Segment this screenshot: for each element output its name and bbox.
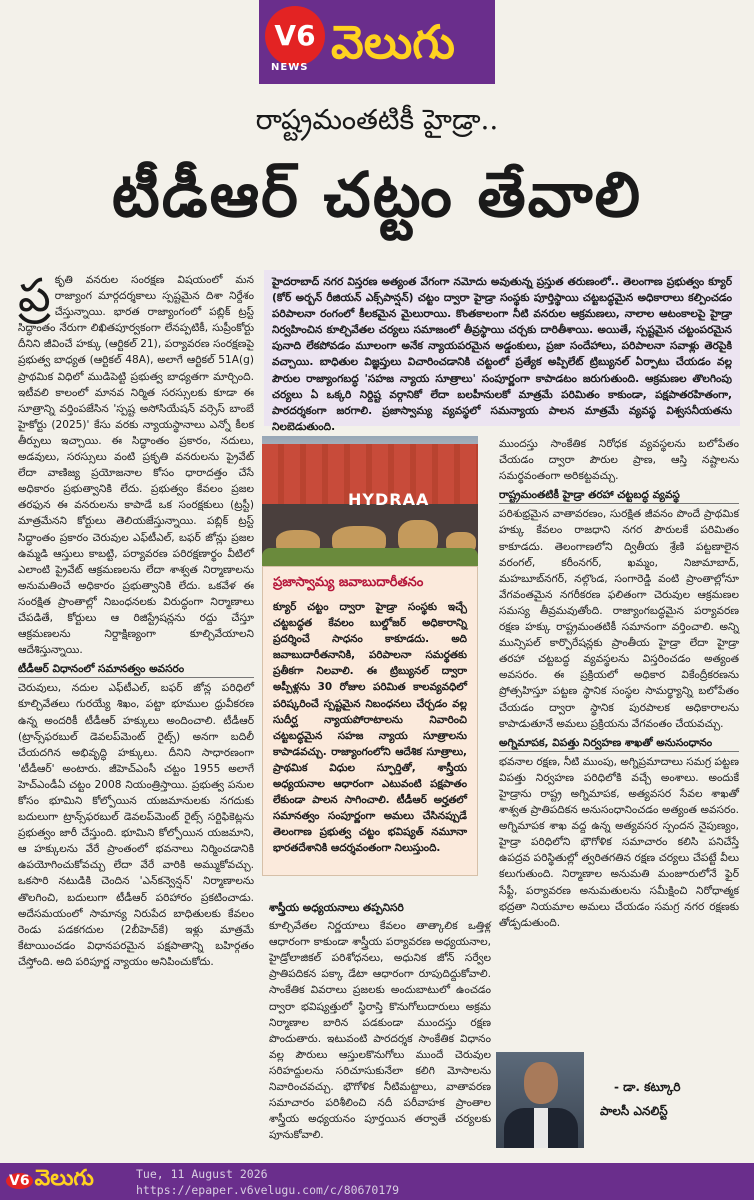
brand-name: వెలుగు bbox=[331, 15, 455, 69]
footer-brand: వెలుగు bbox=[34, 1166, 94, 1191]
photo-sign-text: HYDRAA bbox=[348, 490, 430, 509]
author-photo bbox=[496, 1052, 584, 1148]
footer-logo bbox=[6, 1166, 94, 1196]
author-role: పాలసీ ఎనలిస్ట్ bbox=[600, 1104, 668, 1118]
column-3-intro: ముందస్తు సాంకేతిక నిరోధక వ్యవస్థలను బలోపేతం చేయడం ద్వారా పౌరుల ప్రాణ, ఆస్తి నష్టాలను సమర్థవంతంగా అరికట్టవచ్చు. bbox=[499, 438, 739, 483]
column-3-subhead-1: రాష్ట్రమంతటికీ హైడ్రా తరహా చట్టబద్ధ వ్యవస్థ bbox=[499, 487, 739, 504]
sidebar-title: ప్రజాస్వామ్య జవాబుదారీతనం bbox=[273, 575, 424, 590]
column-1-intro: కృతి వనరుల సంరక్షణ విషయంలో మన రాజ్యాంగ మార్గదర్శకాలు స్పష్టమైన దిశా నిర్దేశం చేస్తున్నాయి. భారత రాజ్యాంగంలో పబ్లిక్ ట్రస్ట్ సిద్ధాంతం నేరుగా లిఖితపూర్వకంగా లేనప్పటికీ, సుప్రీంకోర్టు దీనిని జీవించే హక్కు (ఆర్టికల్ 21), పర్యావరణ సంరక్షణపై ప్రభుత్వ బాధ్యత (ఆర్టికల్ 48A), అలాగే ఆర్టికల్ 51A(g) ప్రాథమిక విధిలో ముడిపెట్టి ప్రభుత్వ బాధ్యతగా మార్చింది. ఇటీవలి కాలంలో మానవ నిర్మిత సరస్సులకు కూడా ఈ సూత్రాన్ని వర్తింపజేసిన 'స్పష్ట అసోసియేషన్ వర్సెస్ బాంబే హైకోర్టు (2025)' కేసు వరకు న్యాయస్థానాలు ఎన్నో కీలక తీర్పులు ఇచ్చాయి. ఈ సిద్ధాంతం ప్రకారం, నదులు, అడవులు, సరస్సులు వంటి ప్రకృతి వనరులను ప్రైవేట్ లేదా వాణిజ్య ప్రయోజనాల కోసం ధారాదత్తం చేసే అధికారం ప్రభుత్వానికి లేదు. ప్రభుత్వం కేవలం ప్రజల తరఫున ఈ వనరులను కాపాడే ఒక సంరక్షకులు (ట్రస్టీ) మాత్రమేనని కోర్టులు తెలియజేస్తున్నాయి. పబ్లిక్ ట్రస్ట్ సిద్ధాంతం ప్రకారం చెరువుల ఎఫ్‌టీఎల్, బఫర్ జోన్లు ప్రజల ఉమ్మడి ఆస్తులు కాబట్టి, పర్యావరణ పరిరక్షణార్థం వీటిలో ఎలాంటి ప్రైవేట్ ఆక్రమణలను లేదా శాశ్వత నిర్మాణాలను అనుమతించే అధికారం ప్రభుత్వానికి లేదు. ఒకవేళ ఈ సంరక్షిత ప్రాంతాల్లో నిబంధనలకు విరుద్ధంగా నిర్మాణాలు చేపడితే, కోర్టులు ఆ రిజిస్ట్రేషన్లను రద్దు చేస్తూ ఆక్రమణలను నిర్దాక్షిణ్యంగా కూల్చివేయాలని ఆదేశిస్తున్నాయి. bbox=[18, 274, 254, 657]
column-2-body: కూల్చివేతల నిర్ణయాలు కేవలం తాత్కాలిక ఒత్తిళ్ల ఆధారంగా కాకుండా శాస్త్రీయ పర్యావరణ అధ్యయనాల, హైడ్రోలాజికల్ పరిశోధనలు, అధునిక జోన్ సర్వేల ప్రాతిపదికన పక్కా డేటా ఆధారంగా రూపుదిద్దుకోవాలి. సాంకేతిక వివరాలు ప్రజలకు అందుబాటులో ఉంచడం ద్వారా భవిష్యత్తులో స్థిరాస్తి కొనుగోలుదారులు అక్రమ నిర్మాణాల బారిన పడకుండా ముందస్తు రక్షణ పొందుతారు. ఇటువంటి పారదర్శక సాంకేతిక విధానం వల్ల పౌరులు ఆస్తులకొనుగోలు ముందే చెరువుల సరిహద్దులను సరిచూసుకునేలా కలిగి మోసాలను నివారించవచ్చు. భౌగోళిక నీటిమట్టాలు, వాతావరణ సమాచారం పరిశీలించి నదీ పరీవాహక ప్రాంతాల శాస్త్రీయ అధ్యయనం పూర్తయిన తర్వాతే చర్యలకు పూనుకోవాలి. bbox=[269, 920, 491, 1142]
highlight-intro-box: హైదరాబాద్ నగర విస్తరణ అత్యంత వేగంగా నమోదు అవుతున్న ప్రస్తుత తరుణంలో.. తెలంగాణ ప్రభుత్వం క్యూర్ (కోర్ అర్బన్ రీజియన్ ఎక్స్‌పాన్షన్) చట్టం ద్వారా హైడ్రా సంస్థకు పూర్తిస్థాయి చట్టబద్ధమైన అధికారాలు కల్పించడం పరిపాలనా రంగంలో కీలకమైన మైలురాయి. కొంతకాలంగా నీటి వనరుల ఆక్రమణలు, నాలాల ఆటంకాలపై హైడ్రా నిర్వహించిన కూల్చివేతల చర్యలు సమాజంలో తీవ్రస్థాయి చర్చకు దారితీశాయి. అయితే, స్పష్టమైన చట్టంపరమైన పునాది లేకపోవడం మూలంగా అనేక న్యాయపరమైన అడ్డంకులు, ప్రజా సందేహాలు, పరిపాలనా సవాళ్లు తెరపైకి వచ్చాయి. బాధితుల విజ్ఞప్తులు విచారించడానికి చట్టంలో ప్రత్యేక అప్పిలేట్ ట్రిబ్యునల్ ఏర్పాటు చేయడం వల్ల పౌరుల రాజ్యాంగబద్ధ 'సహజ న్యాయ సూత్రాలు' సంపూర్ణంగా కాపాడటం జరుగుతుంది. ఆక్రమణల తొలగింపు చర్యలు ఏ ఒక్కరి నిర్దిష్ట వర్గానికో లేదా బలహీనులకో మాత్రమే పరిమితం కాకుండా, పక్షపాతరహితంగా, పారదర్శకంగా జరగాలి. ప్రజాస్వామ్య వ్యవస్థలో సమన్యాయ పాలన మాత్రమే వ్యవస్థ విశ్వసనీయతను నిలబెడుతుంది. bbox=[264, 270, 740, 426]
footer-bar bbox=[0, 1163, 754, 1200]
column-2-subhead: శాస్త్రీయ అధ్యయనాలు తప్పనిసరి bbox=[269, 902, 404, 914]
article-column-2 bbox=[269, 900, 491, 1146]
v6-logo: V6 bbox=[265, 6, 325, 66]
footer-date: Tue, 11 August 2026 bbox=[136, 1167, 268, 1181]
author-name: - డా. కట్కూరి bbox=[614, 1080, 681, 1094]
hydraa-building-photo bbox=[262, 436, 478, 566]
column-3-subhead-2: అగ్నిమాపక, విపత్తు నిర్వహణ శాఖతో అనుసంధానం bbox=[499, 735, 739, 752]
article-column-3 bbox=[499, 436, 739, 931]
v6-news-label: NEWS bbox=[271, 62, 309, 73]
column-1-body: చెరువులు, నదుల ఎఫ్‌టీఎల్, బఫర్ జోన్ల పరిధిలో కూల్చివేతలు గురయ్యే శిఖం, పట్టా భూముల ధ్రువీకరణ ఉన్న అందరికీ టీడీఆర్ హక్కులు అందించాలి. టీడీఆర్ (ట్రాన్స్‌ఫరబుల్ డెవలప్‌మెంట్ రైట్స్) అనగా బదిలీ చేయదగిన అభివృద్ధి హక్కులు. దీనిని సాధారణంగా 'టీడీఆర్' అంటారు. జీహెచ్ఎంసీ చట్టం 1955 అలాగే హెచ్ఎండీఏ చట్టం 2008 నియంత్రిస్తాయి. ప్రభుత్వ పనుల కోసం భూమిని కోల్పోయిన యజమానులకు నగదుకు బదులుగా ట్రాన్స్‌ఫరబుల్ డెవలప్‌మెంట్ రైట్స్ సర్టిఫికెట్లను ప్రభుత్వం జారీ చేస్తుంది. భూమిని కోల్పోయిన యజమాని, ఆ హక్కులను వేరే ప్రాంతంలో భవనాలు నిర్మించడానికి ఉపయోగించుకోవచ్చు లేదా వేరే వారికి అమ్ముకోవచ్చు. ఒకసారి నటుడికి చెందిన 'ఎన్‌కన్వెన్షన్' నిర్మాణాలను తొలగించి, బదులుగా టీడీఆర్ పరిహారం ప్రకటించాడు. అదేసమయంలో సామాన్య నిరుపేద బాధితులకు కేవలం రెండు పడకగదుల (2బీహెచ్‌కే) ఇళ్లు మాత్రమే కేటాయించడం విధానపరమైన పక్షపాతాన్ని బహిర్గతం చేస్తోంది. అది పరిపూర్ణ న్యాయం అనిపించుకోదు. bbox=[18, 682, 254, 968]
article-headline: టీడీఆర్ చట్టం తేవాలి bbox=[111, 158, 643, 231]
drop-cap: ప్ర bbox=[18, 268, 51, 322]
author-shirt bbox=[534, 1108, 548, 1148]
article-column-1 bbox=[18, 268, 254, 973]
footer-v6-logo: V6 bbox=[6, 1173, 33, 1189]
sidebar-box bbox=[262, 566, 478, 876]
photo-shrubs bbox=[262, 548, 478, 566]
column-3-body-2: భవనాల రక్షణ, నీటి ముంపు, అగ్నిప్రమాదాలు సమగ్ర పట్టణ విపత్తు నిర్వహణ పరిధిలోకి వచ్చే అంశాలు. అందుకే హైడ్రాను రాష్ట్ర అగ్నిమాపక, అత్యవసర సేవల శాఖతో శాశ్వత ప్రాతిపదికన అనుసంధానించడం అత్యంత అవసరం. అగ్నిమాపక శాఖ వద్ద ఉన్న అత్యవసర స్పందన నైపుణ్యం, హైడ్రా పరిధిలోని భౌగోళిక సమాచారం కలిసి పనిచేస్తే ఉపద్రవ పరిస్థితుల్లో త్వరితగతిన రక్షణ చర్యలు చేపట్టే వీలు కలుగుతుంది. నిర్మాణాల అనుమతి మంజూరులోనే ఫైర్ సేఫ్టీ, పర్యావరణ అనుమతులను సమీక్షించి నిరోధాత్మక భద్రతా నియమాల అమలు చేయడం సమగ్ర నగర రక్షణకు తోడ్పడుతుంది. bbox=[499, 755, 739, 929]
column-3-body-1: పరిశుభ్రమైన వాతావరణం, సురక్షిత జీవనం పొందే ప్రాథమిక హక్కు కేవలం రాజధాని నగర పౌరులకే పరిమితం కాకూడదు. తెలంగాణలోని ద్వితీయ శ్రేణి పట్టణాలైన వరంగల్, కరీంనగర్, ఖమ్మం, నిజామాబాద్, మహబూబ్‌నగర్, నల్గొండ, సంగారెడ్డి వంటి ప్రాంతాల్లోనూ వేగవంతమైన నగరీకరణ ఫలితంగా చెరువుల ఆక్రమణల సమస్య తీవ్రమవుతోంది. రాజ్యాంగబద్ధమైన పర్యావరణ రక్షణ హక్కు రాష్ట్రమంతటికీ సమానంగా వర్తించాలి. అన్ని మున్సిపల్ కార్పొరేషన్లకు ప్రాంతీయ హైడ్రా లేదా హైడ్రా తరహా చట్టబద్ధ వ్యవస్థలను విస్తరించడం అత్యంత అవసరం. ఈ ప్రక్రియలో అధికార వికేంద్రీకరణను ప్రోత్సహిస్తూ పట్టణ స్థానిక సంస్థల సామర్థ్యాన్ని బలోపేతం చేయడం ద్వారా స్థానిక పురపాలక అధికారాలను కాపాడుతూనే అమలు ప్రక్రియను వేగవంతం చేయవచ్చు. bbox=[499, 508, 739, 730]
column-1-subhead: టీడీఆర్ విధానంలో సమానత్వం అవసరం bbox=[18, 661, 254, 678]
masthead-logo bbox=[259, 0, 495, 84]
article-kicker: రాష్ట్రమంతటికీ హైడ్రా.. bbox=[255, 103, 499, 136]
author-block bbox=[496, 1052, 740, 1148]
sidebar-body: క్యూర్ చట్టం ద్వారా హైడ్రా సంస్థకు ఇచ్చే చట్టబద్ధత కేవలం బుల్డోజర్ అధికారాన్ని ప్రదర్శించే సాధనం కాకూడదు. అది జవాబుదారీతనానికి, పరిపాలనా సమర్థతకు ప్రతీకగా నిలవాలి. ఈ ట్రిబ్యునల్ ద్వారా అప్పీళ్లను 30 రోజుల పరిమిత కాలవ్యవధిలో పరిష్కరించే స్పష్టమైన నిబంధనలు చేర్చడం వల్ల సుదీర్ఘ న్యాయపోరాటాలను నివారించి చట్టబద్ధమైన సహజ న్యాయ సూత్రాలను కాపాడవచ్చు. రాజ్యాంగంలోని ఆదేశిక సూత్రాలు, ప్రాథమిక విధుల స్ఫూర్తితో, శాస్త్రీయ అధ్యయనాల ఆధారంగా ఎటువంటి పక్షపాతం లేకుండా పాలన సాగించాలి. టీడీఆర్ అర్హతలో సమానత్వం సంపూర్ణంగా అమలు చేసినప్పుడే తెలంగాణ ప్రభుత్వ చట్టం భవిష్యత్ నమూనా భారతదేశానికి ఆదర్శవంతంగా నిలుస్తుంది. bbox=[273, 601, 467, 855]
author-face bbox=[524, 1062, 558, 1104]
footer-url[interactable]: https://epaper.v6velugu.com/c/80670179 bbox=[136, 1183, 400, 1197]
